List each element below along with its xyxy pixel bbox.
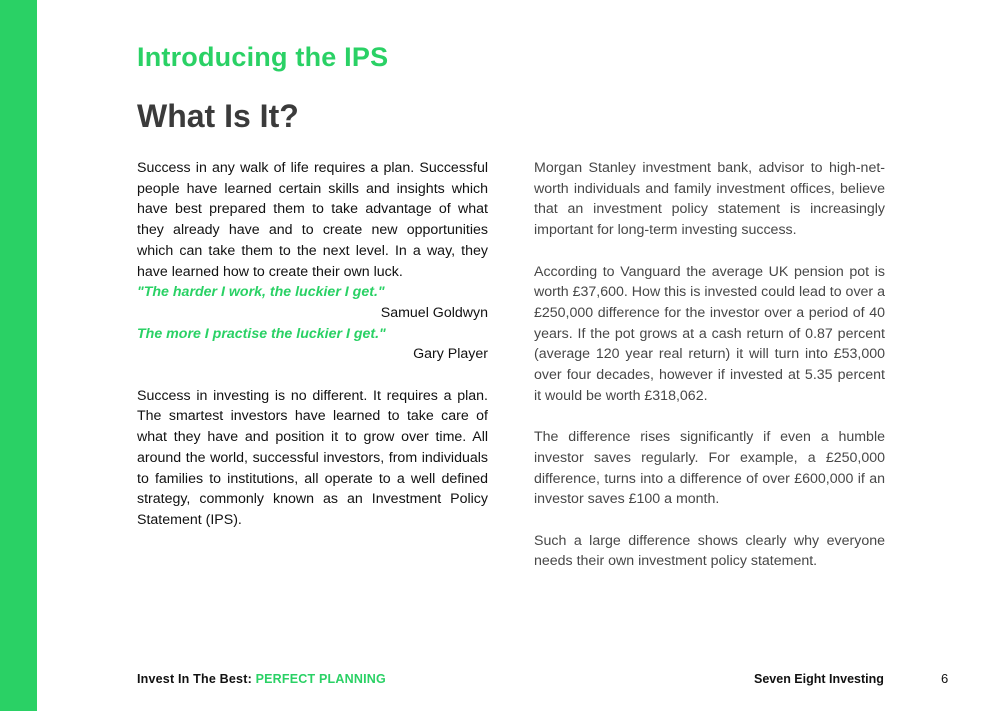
footer-publication-title <box>137 672 386 686</box>
quote-author: Samuel Goldwyn <box>380 304 488 321</box>
intro-paragraph: Success in any walk of life requires a plan. Successful people have learned certain skills and insights which have best prepared them to take advantage of what they already have and to create new opportunities which can take them to the next level. In a way, they have learned how to create their own luck. <box>137 160 488 280</box>
right-column <box>534 158 885 572</box>
left-column <box>137 158 488 531</box>
accent-side-bar <box>0 0 37 711</box>
footer-accent: PERFECT PLANNING <box>255 672 386 686</box>
page-number: 6 <box>941 671 949 686</box>
page-title: What Is It? <box>137 98 299 134</box>
section-kicker: Introducing the IPS <box>137 42 389 72</box>
footer-label: Invest In The Best: <box>137 672 256 686</box>
quote-text: "The harder I work, the luckier I get." <box>137 284 385 301</box>
closing-paragraph: Success in investing is no different. It requires a plan. The smartest investors have learned to take care of what they have and position it to grow over time. All around the world, successful investors, from individuals to families to institutions, all operate to a well defined strategy, commonly known as an Investment Policy Statement (IPS). <box>137 387 488 528</box>
body-paragraph: According to Vanguard the average UK pension pot is worth £37,600. How this is invested could lead to over a £250,000 difference for the investor over a period of 40 years. If the pot grows at a cash return of 0.87 percent (average 120 year real return) it will turn into £53,000 over four decades, however if invested at 5.35 percent it would be worth £318,062. <box>534 263 885 404</box>
body-paragraph: Morgan Stanley investment bank, advisor to high-net-worth individuals and family investment offices, believe that an investment policy statement is increasingly important for long-term investing success. <box>534 160 885 239</box>
body-paragraph: Such a large difference shows clearly why everyone needs their own investment policy statement. <box>534 532 885 570</box>
footer-brand: Seven Eight Investing <box>754 672 884 686</box>
quote-author: Gary Player <box>413 346 488 363</box>
body-paragraph: The difference rises significantly if even a humble investor saves regularly. For example, a £250,000 difference, turns into a difference of over £600,000 if an investor saves £100 a month. <box>534 429 885 508</box>
quote-text: The more I practise the luckier I get." <box>137 325 386 342</box>
